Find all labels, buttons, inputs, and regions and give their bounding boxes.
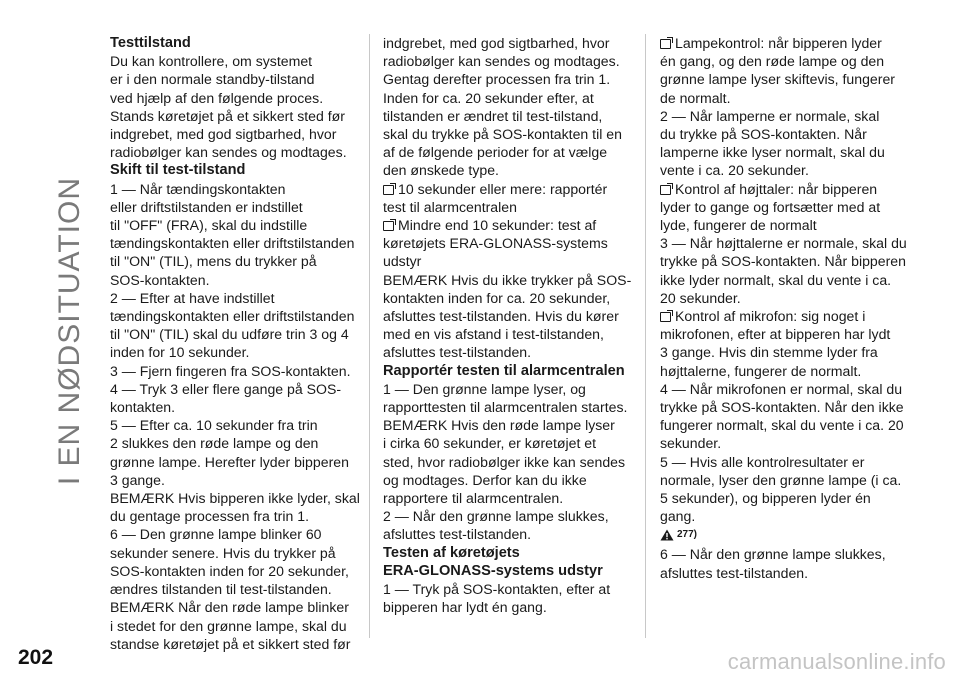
watermark: carmanualsonline.info [727,649,946,674]
text-line: til "ON" (TIL), mens du trykker på [110,253,317,270]
page-number: 202 [18,646,54,669]
text-line: til "ON" (TIL) skal du udføre trin 3 og 4 [110,326,349,343]
text-line: 6 — Når den grønne lampe slukkes, [660,546,886,563]
text-line: 20 sekunder. [660,289,741,306]
text-line: Gentag derefter processen fra trin 1. [383,71,611,88]
text-line: de normalt. [660,89,731,106]
section-heading: Rapportér testen til alarmcentralen [383,362,625,379]
text-line: skal du trykke på SOS-kontakten til en [383,126,622,143]
text-line: sted, hvor radiobølger ikke kan sendes [383,453,626,470]
text-line: 3 gange. [110,471,165,488]
text-line: BEMÆRK Hvis bipperen ikke lyder, skal [110,490,360,507]
bullet-line [660,34,915,52]
text-line: du gentage processen fra trin 1. [110,508,310,525]
text-line: afsluttes test-tilstanden. [660,564,809,581]
text-line: 4 — Når mikrofonen er normal, skal du [660,380,903,397]
text-line: SOS-kontakten. [110,271,210,288]
text-line: i cirka 60 sekunder, er køretøjet et [383,435,597,452]
bullet-line [383,216,638,234]
text-line: 2 — Efter at have indstillet [110,289,275,306]
text-line: SOS-kontakten inden for 20 sekunder, [110,562,349,579]
warning-triangle-icon [660,529,674,541]
text-line: 2 slukkes den røde lampe og den [110,435,319,452]
bullet-arrow-icon [660,185,671,195]
warning-reference-number: 277) [677,529,698,541]
text-line: mikrofonen, efter at bipperen har lydt [660,326,891,343]
text-line: indgrebet, med god sigtbarhed, hvor [383,35,610,51]
text-line: Inden for ca. 20 sekunder efter, at [383,89,594,106]
column-divider-1 [369,34,370,638]
text-line: den ønskede type. [383,162,499,179]
section-heading: Testtilstand [110,35,191,51]
bullet-text: Kontrol af mikrofon: sig noget i [675,308,866,325]
text-line: standse køretøjet på et sikkert sted før [110,635,351,652]
text-line: lamperne ikke lyser normalt, skal du [660,144,885,161]
text-line: 1 — Når tændingskontakten [110,180,286,197]
bullet-line [660,307,915,325]
section-title: I EN NØDSITUATION [53,176,86,486]
column-1 [110,34,365,653]
text-line: BEMÆRK Når den røde lampe blinker [110,599,349,616]
text-line: trykke på SOS-kontakten. Når bipperen [660,253,906,270]
bullet-arrow-icon [383,221,394,231]
text-line: rapporttesten til alarmcentralen startes. [383,399,628,416]
text-line: tændingskontakten eller driftstilstanden [110,308,355,325]
text-line: afsluttes test-tilstanden. [383,526,532,543]
text-line: kontakten inden for ca. 20 sekunder, [383,289,611,306]
text-line: 2 — Når den grønne lampe slukkes, [383,508,609,525]
text-line: afsluttes test-tilstanden. [383,344,532,361]
text-line: lyder to gange og fortsætter med at [660,198,881,215]
text-line: tændingskontakten eller driftstilstanden [110,235,355,252]
text-line: 3 gange. Hvis din stemme lyder fra [660,344,878,361]
text-line: ikke lyder normalt, skal du vente i ca. [660,271,892,288]
text-line: 5 — Hvis alle kontrolresultater er [660,453,865,470]
text-line: inden for 10 sekunder. [110,344,250,361]
text-line: Stands køretøjet på et sikkert sted før [110,107,345,124]
text-line: gang. [660,508,696,525]
warning-reference [660,525,915,545]
text-line: tilstanden er ændret til test-tilstand, [383,107,603,124]
text-line: du trykke på SOS-kontakten. Når [660,126,867,143]
bullet-text: 10 sekunder eller mere: rapportér [398,180,608,197]
text-line: af de følgende perioder for at vælge [383,144,608,161]
section-title-vertical [52,32,88,630]
text-line: indgrebet, med god sigtbarhed, hvor [110,126,337,143]
text-line: udstyr [383,253,422,270]
text-line: 5 sekunder), og bipperen lyder én [660,490,871,507]
text-line: med en vis afstand i test-tilstanden, [383,326,604,343]
text-line: lyde, fungerer de normalt [660,217,817,234]
text-line: 6 — Den grønne lampe blinker 60 [110,526,322,543]
text-line: afsluttes test-tilstanden. Hvis du kører [383,308,619,325]
text-line: kontakten. [110,399,176,416]
bullet-line [383,180,638,198]
text-line: i stedet for den grønne lampe, skal du [110,617,347,634]
text-line: og modtages. Derfor kan du ikke [383,471,587,488]
text-line: rapportere til alarmcentralen. [383,490,564,507]
text-line: sekunder. [660,435,722,452]
bullet-arrow-icon [660,312,671,322]
text-line: højttalerne, fungerer de normalt. [660,362,862,379]
text-line: køretøjets ERA-GLONASS-systems [383,235,608,252]
text-line: radiobølger kan sendes og modtages. [383,53,620,70]
text-line: til "OFF" (FRA), skal du indstille [110,217,308,234]
column-2 [383,34,638,617]
text-line: 1 — Tryk på SOS-kontakten, efter at [383,581,611,598]
text-line: 3 — Fjern fingeren fra SOS-kontakten. [110,362,351,379]
column-3 [660,34,915,582]
text-line: vente i ca. 20 sekunder. [660,162,809,179]
text-line: 2 — Når lamperne er normale, skal [660,107,880,124]
text-line: 4 — Tryk 3 eller flere gange på SOS- [110,380,342,397]
text-line: sekunder senere. Hvis du trykker på [110,544,336,561]
bullet-text: Kontrol af højttaler: når bipperen [675,180,878,197]
bullet-text: Lampekontrol: når bipperen lyder [675,35,882,51]
text-line: fungerer normalt, skal du vente i ca. 20 [660,417,904,434]
text-line: BEMÆRK Hvis den røde lampe lyser [383,417,615,434]
bullet-line [660,180,915,198]
text-line: test til alarmcentralen [383,198,517,215]
text-line: radiobølger kan sendes og modtages. [110,144,347,161]
text-line: 5 — Efter ca. 10 sekunder fra trin [110,417,318,434]
bullet-text: Mindre end 10 sekunder: test af [398,217,597,234]
bullet-arrow-icon [660,39,671,49]
text-line: grønne lampe. Herefter lyder bipperen [110,453,349,470]
section-heading: ERA-GLONASS-systems udstyr [383,562,603,579]
text-line: ændres tilstanden til test-tilstanden. [110,581,332,598]
text-line: eller driftstilstanden er indstillet [110,198,303,215]
text-line: normale, lyser den grønne lampe (i ca. [660,471,902,488]
text-line: BEMÆRK Hvis du ikke trykker på SOS- [383,271,632,288]
text-line: trykke på SOS-kontakten. Når den ikke [660,399,904,416]
text-line: grønne lampe lyser skiftevis, fungerer [660,71,895,88]
text-line: bipperen har lydt én gang. [383,599,547,616]
text-line: ved hjælp af den følgende proces. [110,89,324,106]
text-line: er i den normale standby-tilstand [110,71,315,88]
column-divider-2 [645,34,646,638]
section-heading: Skift til test-tilstand [110,162,246,179]
text-line: én gang, og den røde lampe og den [660,53,885,70]
text-line: 1 — Den grønne lampe lyser, og [383,380,586,397]
section-heading: Testen af køretøjets [383,544,520,561]
bullet-arrow-icon [383,185,394,195]
text-line: Du kan kontrollere, om systemet [110,53,313,70]
text-line: 3 — Når højttalerne er normale, skal du [660,235,907,252]
